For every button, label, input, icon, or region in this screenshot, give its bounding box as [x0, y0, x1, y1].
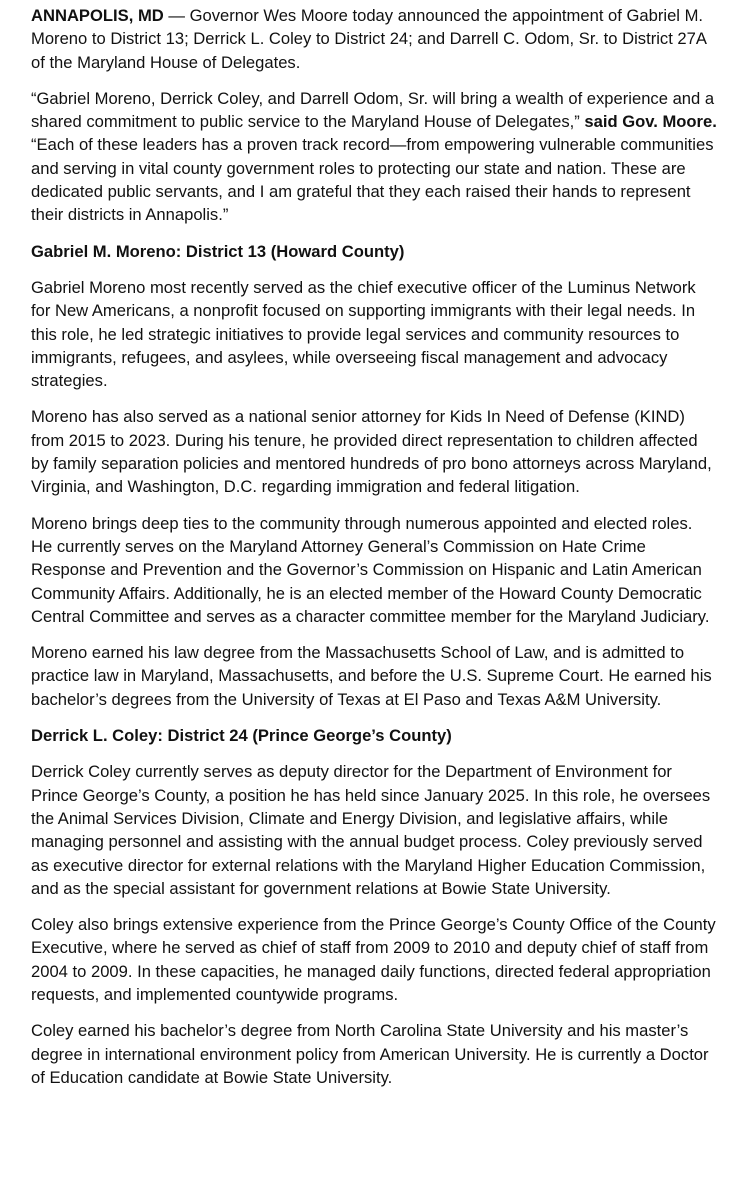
- intro-paragraph: [31, 4, 717, 74]
- moreno-paragraph-3: Moreno brings deep ties to the community through numerous appointed and elected roles. He currently serves on the Maryland Attorney General’s Commission on Hate Crime Response and Prevention and the Governor’s Commission on Hispanic and Latin American Community Affairs. Additionally, he is an elected member of the Howard County Democratic Central Committee and serves as a character committee member for the Maryland Judiciary.: [31, 513, 710, 626]
- coley-paragraph-1: Derrick Coley currently serves as deputy director for the Department of Environment for Prince George’s County, a position he has held since January 2025. In this role, he oversees the Animal Services Division, Climate and Energy Division, and legislative affairs, while managing personnel and assisting with the annual budget process. Coley previously served as executive director for external relations with the Maryland Higher Education Commission, and as the special assistant for government relations at Bowie State University.: [31, 762, 711, 898]
- dateline: ANNAPOLIS, MD: [31, 6, 164, 25]
- coley-heading: Derrick L. Coley: District 24 (Prince George’s County): [31, 726, 452, 746]
- moreno-heading: Gabriel M. Moreno: District 13 (Howard County): [31, 241, 405, 261]
- quote-part-1: “Gabriel Moreno, Derrick Coley, and Darrell Odom, Sr. will bring a wealth of experience and a shared commitment to public service to the Maryland House of Delegates,”: [31, 88, 715, 132]
- quote-part-2: “Each of these leaders has a proven track record—from empowering vulnerable communities and serving in vital county government roles to protecting our state and nation. These are dedicated public servants, and I am grateful that they each raised their hands to represent their districts in Annapolis.”: [31, 135, 714, 225]
- intro-text: — Governor Wes Moore today announced the appointment of Gabriel M. Moreno to District 13; Derrick L. Coley to District 24; and Darrell C. Odom, Sr. to District 27A of the Maryland House of Delegates.: [31, 6, 707, 72]
- quote-attribution: said Gov. Moore.: [584, 112, 717, 132]
- moreno-paragraph-4: Moreno earned his law degree from the Massachusetts School of Law, and is admitted to practice law in Maryland, Massachusetts, and before the U.S. Supreme Court. He earned his bachelor’s degrees from the University of Texas at El Paso and Texas A&M University.: [31, 643, 712, 709]
- moreno-paragraph-1: Gabriel Moreno most recently served as the chief executive officer of the Luminus Network for New Americans, a nonprofit focused on supporting immigrants with their legal needs. In this role, he led strategic initiatives to provide legal services and community resources to immigrants, refugees, and asylees, while overseeing fiscal management and advocacy strategies.: [31, 277, 696, 391]
- coley-paragraph-3: Coley earned his bachelor’s degree from North Carolina State University and his master’s degree in international environment policy from American University. He is currently a Doctor of Education candidate at Bowie State University.: [31, 1021, 709, 1087]
- moreno-paragraph-2: Moreno has also served as a national senior attorney for Kids In Need of Defense (KIND) from 2015 to 2023. During his tenure, he provided direct representation to children affected by family separation policies and mentored hundreds of pro bono attorneys across Maryland, Virginia, and Washington, D.C. regarding immigration and federal litigation.: [31, 407, 712, 497]
- coley-paragraph-2: Coley also brings extensive experience from the Prince George’s County Office of the County Executive, where he served as chief of staff from 2009 to 2010 and deputy chief of staff from 2004 to 2009. In these capacities, he managed daily functions, directed federal appropriation requests, and implemented countywide programs.: [31, 915, 716, 1004]
- governor-quote: [31, 87, 717, 227]
